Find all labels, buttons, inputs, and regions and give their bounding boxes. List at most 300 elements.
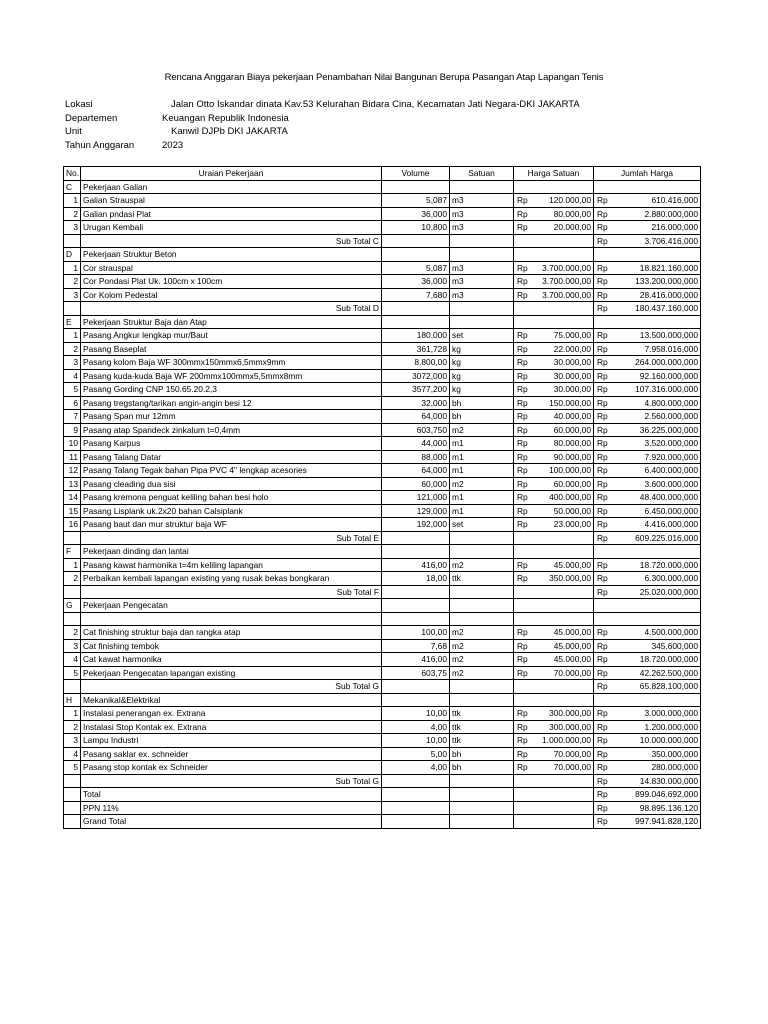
empty-cell [514,815,594,829]
item-number: 3 [64,221,81,235]
item-volume: 416,00 [382,653,450,667]
unit-price-currency: Rp [514,504,533,518]
item-total: 10.000.000,000 [615,734,701,748]
info-label: Tahun Anggaran [65,139,135,151]
unit-price: 3.700.000,00 [533,288,594,302]
unit-price: 50.000,00 [533,504,594,518]
info-row-unit [65,126,705,140]
item-number: 10 [64,437,81,451]
subtotal-value: 14.830.000,000 [615,774,701,788]
empty-cell [64,774,81,788]
empty-cell [450,599,514,613]
empty-cell [382,693,450,707]
section-code: E [64,315,81,329]
table-row [64,450,701,464]
empty-cell [450,234,514,248]
total-currency: Rp [594,329,615,343]
empty-cell [514,801,594,815]
empty-cell [514,585,594,599]
table-row [64,329,701,343]
unit-price-currency: Rp [514,477,533,491]
item-number: 2 [64,342,81,356]
unit-price: 45.000,00 [533,653,594,667]
unit-price: 75.000,00 [533,329,594,343]
empty-cell [382,585,450,599]
item-volume: 603,75 [382,666,450,680]
section-code: H [64,693,81,707]
unit-price: 70.000,00 [533,747,594,761]
empty-cell [382,545,450,559]
total-currency: Rp [594,396,615,410]
item-unit: m3 [450,221,514,235]
unit-price-currency: Rp [514,221,533,235]
empty-cell [594,180,701,194]
item-total: 18.720.000,000 [615,653,701,667]
subtotal-row [64,585,701,599]
total-currency: Rp [594,572,615,586]
item-total: 1.200.000,000 [615,720,701,734]
item-total: 28.416.000,000 [615,288,701,302]
item-unit: bh [450,761,514,775]
table-body [64,180,701,828]
item-unit: kg [450,342,514,356]
item-description: Pasang baut dan mur struktur baja WF [81,518,382,532]
info-row-tahun-anggaran [65,140,705,154]
empty-cell [64,531,81,545]
subtotal-row [64,680,701,694]
item-number: 12 [64,464,81,478]
total-currency: Rp [594,437,615,451]
empty-cell [450,180,514,194]
header-volume: Volume [382,167,450,181]
item-unit: m2 [450,423,514,437]
table-row [64,342,701,356]
unit-price-currency: Rp [514,261,533,275]
item-description: Lampu Industri [81,734,382,748]
item-volume: 192,000 [382,518,450,532]
unit-price-currency: Rp [514,410,533,424]
item-volume: 416,00 [382,558,450,572]
item-total: 3.600.000,000 [615,477,701,491]
unit-price-currency: Rp [514,275,533,289]
empty-cell [382,801,450,815]
subtotal-label: Sub Total G [81,680,382,694]
table-row [64,396,701,410]
unit-price-currency: Rp [514,558,533,572]
total-row [64,788,701,802]
info-row-lokasi [65,99,705,113]
unit-price-currency: Rp [514,572,533,586]
total-label: PPN 11% [81,801,382,815]
total-currency: Rp [594,288,615,302]
item-description: Cor Kolom Pedestal [81,288,382,302]
item-description: Cor Pondasi Plat Uk. 100cm x 100cm [81,275,382,289]
item-number: 3 [64,734,81,748]
item-unit: m3 [450,194,514,208]
item-unit: kg [450,383,514,397]
item-volume: 60,000 [382,477,450,491]
item-unit: m1 [450,437,514,451]
header-harga-satuan: Harga Satuan [514,167,594,181]
item-unit: kg [450,356,514,370]
table-row [64,653,701,667]
unit-price-currency: Rp [514,450,533,464]
empty-cell [514,180,594,194]
empty-cell [594,599,701,613]
item-total: 4.416.000,000 [615,518,701,532]
item-number: 16 [64,518,81,532]
unit-price-currency: Rp [514,518,533,532]
empty-cell [514,315,594,329]
item-volume: 88,000 [382,450,450,464]
item-unit: m2 [450,666,514,680]
unit-price: 45.000,00 [533,639,594,653]
unit-price-currency: Rp [514,747,533,761]
item-unit: m2 [450,639,514,653]
item-description: Pasang Talang Datar [81,450,382,464]
total-currency: Rp [594,815,615,829]
empty-cell [514,680,594,694]
empty-cell [514,693,594,707]
item-total: 13.500.000,000 [615,329,701,343]
empty-cell [81,612,382,626]
unit-price-currency: Rp [514,761,533,775]
item-volume: 4,00 [382,761,450,775]
empty-cell [382,180,450,194]
section-code: F [64,545,81,559]
empty-cell [382,774,450,788]
empty-cell [382,531,450,545]
item-volume: 3577,200 [382,383,450,397]
item-unit: ttk [450,707,514,721]
unit-price: 30.000,00 [533,356,594,370]
item-number: 5 [64,761,81,775]
total-currency: Rp [594,734,615,748]
empty-cell [514,248,594,262]
subtotal-currency: Rp [594,585,615,599]
item-description: Pasang Baseplat [81,342,382,356]
item-volume: 10,00 [382,707,450,721]
item-description: Pekerjaan Pengecatan lapangan existing [81,666,382,680]
total-row [64,801,701,815]
section-row [64,180,701,194]
subtotal-row [64,774,701,788]
item-number: 1 [64,329,81,343]
item-total: 3.520.000,000 [615,437,701,451]
empty-cell [514,788,594,802]
item-number: 2 [64,572,81,586]
unit-price: 70.000,00 [533,666,594,680]
empty-cell [382,788,450,802]
empty-cell [450,680,514,694]
item-total: 216.000,000 [615,221,701,235]
item-volume: 129,000 [382,504,450,518]
item-unit: m3 [450,261,514,275]
total-currency: Rp [594,275,615,289]
table-row [64,626,701,640]
item-volume: 5,087 [382,261,450,275]
unit-price: 30.000,00 [533,369,594,383]
unit-price-currency: Rp [514,329,533,343]
unit-price: 70.000,00 [533,761,594,775]
total-currency: Rp [594,707,615,721]
unit-price-currency: Rp [514,383,533,397]
total-value: 899.046.692,000 [615,788,701,802]
unit-price: 3.700.000,00 [533,275,594,289]
item-description: Pasang stop kontak ex Schneider [81,761,382,775]
empty-cell [514,234,594,248]
info-row-departemen [65,113,705,127]
subtotal-label: Sub Total D [81,302,382,316]
empty-cell [514,774,594,788]
unit-price: 20.000,00 [533,221,594,235]
item-number: 4 [64,653,81,667]
section-code: C [64,180,81,194]
empty-cell [594,693,701,707]
unit-price-currency: Rp [514,707,533,721]
subtotal-label: Sub Total G [81,774,382,788]
info-label: Departemen [65,112,118,124]
unit-price-currency: Rp [514,342,533,356]
section-row [64,693,701,707]
empty-cell [382,315,450,329]
total-currency: Rp [594,477,615,491]
item-total: 36.225.000,000 [615,423,701,437]
table-row [64,207,701,221]
total-value: 98.895.136,120 [615,801,701,815]
item-volume: 64,000 [382,464,450,478]
subtotal-currency: Rp [594,302,615,316]
item-volume: 32,000 [382,396,450,410]
item-description: Cat finishing tembok [81,639,382,653]
item-unit: m1 [450,450,514,464]
item-volume: 10,00 [382,734,450,748]
item-unit: m3 [450,207,514,221]
subtotal-value: 180.437.160,000 [615,302,701,316]
empty-cell [514,599,594,613]
table-row [64,383,701,397]
item-number: 1 [64,194,81,208]
item-number: 2 [64,207,81,221]
empty-cell [514,545,594,559]
item-total: 350.000,000 [615,747,701,761]
item-total: 133.200.000,000 [615,275,701,289]
total-label: Total [81,788,382,802]
item-description: Pasang kremona penguat keliling bahan besi holo [81,491,382,505]
item-description: Pasang Karpus [81,437,382,451]
unit-price: 23.000,00 [533,518,594,532]
item-total: 48.400.000,000 [615,491,701,505]
section-title: Mekanikal&Elektrikal [81,693,382,707]
empty-cell [594,612,701,626]
item-total: 3.000.000,000 [615,707,701,721]
empty-cell [450,302,514,316]
empty-cell [450,585,514,599]
table-row [64,666,701,680]
item-description: Pasang saklar ex. schneider [81,747,382,761]
unit-price-currency: Rp [514,734,533,748]
item-number: 1 [64,558,81,572]
unit-price: 90.000,00 [533,450,594,464]
item-unit: m2 [450,558,514,572]
item-unit: set [450,518,514,532]
item-description: Galian Strauspal [81,194,382,208]
table-row [64,194,701,208]
item-total: 6.400.000,000 [615,464,701,478]
item-volume: 36,000 [382,207,450,221]
item-volume: 36,000 [382,275,450,289]
item-total: 345.600,000 [615,639,701,653]
table-row [64,558,701,572]
total-currency: Rp [594,383,615,397]
item-volume: 4,00 [382,720,450,734]
unit-price-currency: Rp [514,653,533,667]
item-total: 6.450.000,000 [615,504,701,518]
unit-price: 80.000,00 [533,207,594,221]
empty-cell [64,234,81,248]
header-uraian: Uraian Pekerjaan [81,167,382,181]
item-unit: m2 [450,653,514,667]
unit-price: 40.000,00 [533,410,594,424]
item-unit: ttk [450,734,514,748]
item-number: 1 [64,261,81,275]
total-currency: Rp [594,221,615,235]
info-value: Kanwil DJPb DKI JAKARTA [171,126,288,137]
item-volume: 7,68 [382,639,450,653]
total-currency: Rp [594,626,615,640]
item-description: Urugan Kembali [81,221,382,235]
subtotal-value: 25.020.000,000 [615,585,701,599]
item-unit: m3 [450,275,514,289]
table-row [64,707,701,721]
item-unit: set [450,329,514,343]
table-row [64,437,701,451]
unit-price: 22.000,00 [533,342,594,356]
header-no: No. [64,167,81,181]
unit-price: 300.000,00 [533,707,594,721]
total-currency: Rp [594,194,615,208]
item-unit: m1 [450,491,514,505]
table-row [64,734,701,748]
total-currency: Rp [594,653,615,667]
table-row [64,572,701,586]
total-currency: Rp [594,504,615,518]
empty-cell [382,815,450,829]
subtotal-currency: Rp [594,531,615,545]
item-number: 3 [64,639,81,653]
header-satuan: Satuan [450,167,514,181]
unit-price: 30.000,00 [533,383,594,397]
unit-price: 60.000,00 [533,477,594,491]
item-unit: ttk [450,720,514,734]
empty-cell [450,788,514,802]
empty-cell [450,545,514,559]
total-currency: Rp [594,518,615,532]
item-volume: 44,000 [382,437,450,451]
item-number: 2 [64,720,81,734]
blank-row [64,612,701,626]
empty-cell [382,612,450,626]
unit-price: 80.000,00 [533,437,594,451]
subtotal-label: Sub Total C [81,234,382,248]
table-row [64,221,701,235]
item-number: 4 [64,369,81,383]
info-value: 2023 [162,139,184,151]
section-row [64,599,701,613]
section-title: Pekerjaan Struktur Baja dan Atap [81,315,382,329]
empty-cell [450,815,514,829]
item-description: Instalasi penerangan ex. Extrana [81,707,382,721]
subtotal-row [64,302,701,316]
empty-cell [382,680,450,694]
item-total: 6.300.000,000 [615,572,701,586]
total-currency: Rp [594,342,615,356]
item-volume: 18,00 [382,572,450,586]
item-total: 2.560.000,000 [615,410,701,424]
item-total: 4.500.000,000 [615,626,701,640]
subtotal-currency: Rp [594,774,615,788]
document-title: Rencana Anggaran Biaya pekerjaan Penambahan Nilai Bangunan Berupa Pasangan Atap Lapangan Tenis [164,72,604,83]
item-description: Pasang kawat harmonika t=4m keliling lapangan [81,558,382,572]
item-unit: kg [450,369,514,383]
empty-cell [382,302,450,316]
total-currency: Rp [594,639,615,653]
item-volume: 121,000 [382,491,450,505]
table-row [64,464,701,478]
item-number: 9 [64,423,81,437]
section-code: D [64,248,81,262]
item-volume: 361,728 [382,342,450,356]
subtotal-value: 3.706.416,000 [615,234,701,248]
section-code: G [64,599,81,613]
item-total: 2.880.000,000 [615,207,701,221]
subtotal-label: Sub Total E [81,531,382,545]
subtotal-value: 609.225.016,000 [615,531,701,545]
empty-cell [64,801,81,815]
section-title: Pekerjaan Struktur Beton [81,248,382,262]
empty-cell [514,302,594,316]
unit-price-currency: Rp [514,437,533,451]
item-unit: m1 [450,504,514,518]
item-volume: 10,800 [382,221,450,235]
item-total: 42.262.500,000 [615,666,701,680]
item-volume: 8.800,00 [382,356,450,370]
total-currency: Rp [594,410,615,424]
empty-cell [450,248,514,262]
total-currency: Rp [594,491,615,505]
empty-cell [514,531,594,545]
empty-cell [450,531,514,545]
empty-cell [382,599,450,613]
table-row [64,261,701,275]
section-row [64,315,701,329]
item-total: 7.920.000,000 [615,450,701,464]
item-number: 2 [64,626,81,640]
item-total: 264.000.000,000 [615,356,701,370]
item-description: Pasang tregstang/tarikan angin-angin besi 12 [81,396,382,410]
item-unit: ttk [450,572,514,586]
item-unit: m1 [450,464,514,478]
item-description: Cor strauspal [81,261,382,275]
total-currency: Rp [594,720,615,734]
unit-price-currency: Rp [514,194,533,208]
subtotal-row [64,234,701,248]
section-row [64,545,701,559]
item-number: 1 [64,707,81,721]
item-volume: 603,750 [382,423,450,437]
empty-cell [64,302,81,316]
empty-cell [450,774,514,788]
